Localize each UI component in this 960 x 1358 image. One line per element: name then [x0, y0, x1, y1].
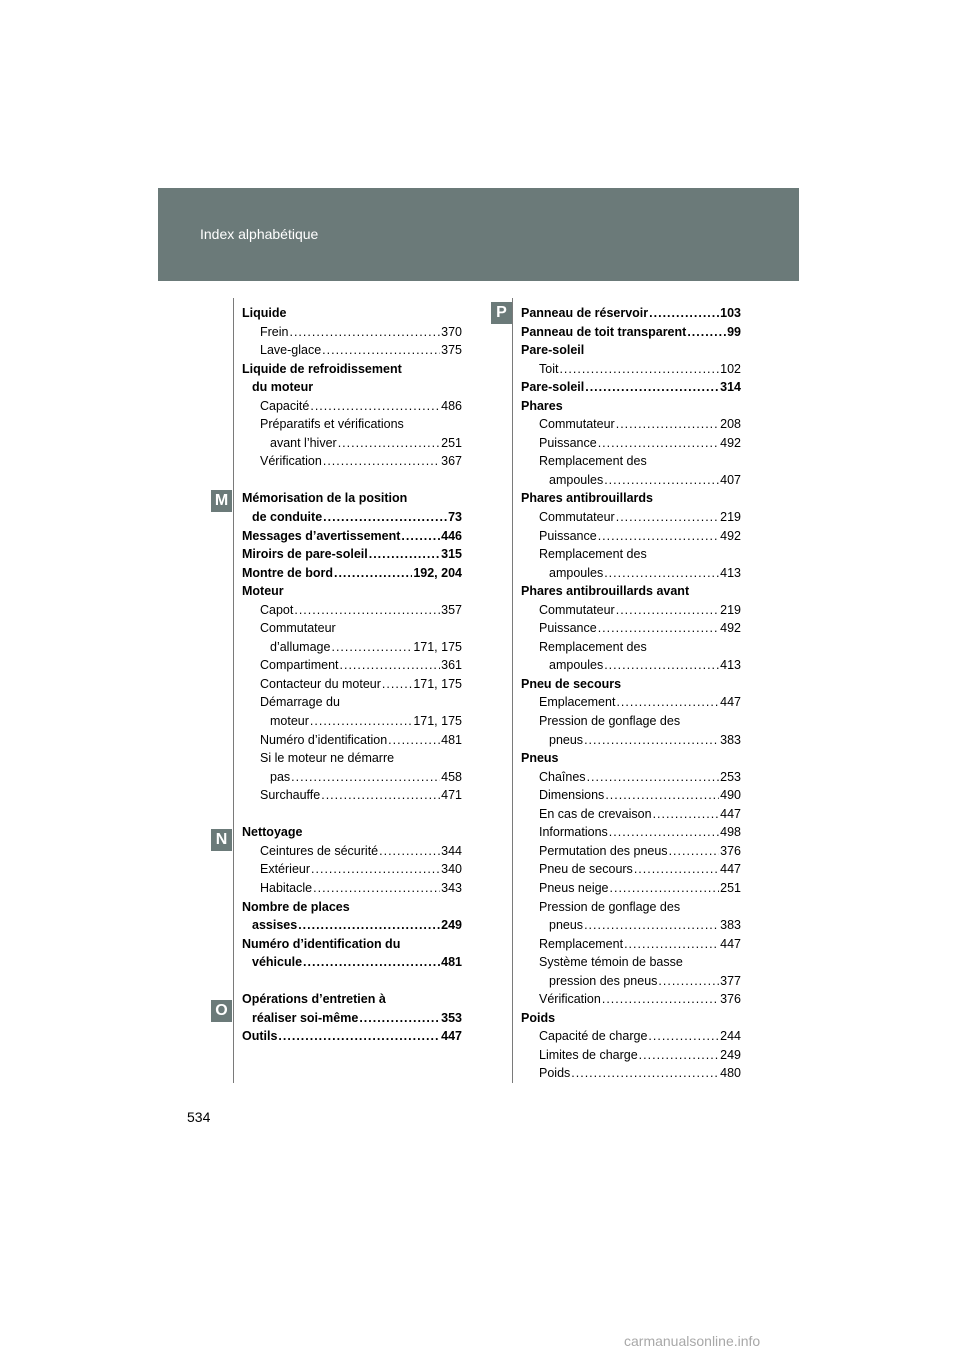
- index-entry: [521, 712, 741, 731]
- index-entry: [521, 898, 741, 917]
- index-entry[interactable]: [521, 935, 741, 954]
- index-entry: [521, 638, 741, 657]
- index-entry-text: Habitacle: [260, 880, 313, 895]
- index-entry-page: 447: [441, 1029, 462, 1044]
- index-entry-text: Poids: [521, 1010, 556, 1025]
- index-entry-text: Commutateur: [539, 510, 615, 525]
- index-entry-page: 171, 175: [413, 676, 462, 691]
- index-entry-text: Pneu de secours: [521, 676, 622, 691]
- index-entry-page: 314: [720, 380, 741, 395]
- index-entry-text: réaliser soi-même: [252, 1010, 359, 1025]
- index-entry[interactable]: [242, 434, 462, 453]
- index-entry-text: Capacité: [260, 398, 310, 413]
- index-entry[interactable]: [521, 805, 741, 824]
- index-entry-page: 315: [441, 547, 462, 562]
- index-entry-page: 481: [441, 732, 462, 747]
- entry-spacer: [242, 972, 462, 991]
- index-entry[interactable]: [521, 842, 741, 861]
- index-entry-page: 361: [441, 658, 462, 673]
- index-entry: [242, 415, 462, 434]
- index-entry[interactable]: [521, 1064, 741, 1083]
- index-entry: [242, 935, 462, 954]
- index-entry-page: 249: [441, 918, 462, 933]
- index-entry-page: 340: [441, 862, 462, 877]
- index-entry[interactable]: [242, 916, 462, 935]
- index-entry: [521, 341, 741, 360]
- dot-leader: [587, 768, 720, 787]
- index-entry-text: Outils: [242, 1029, 278, 1044]
- index-entry: [242, 749, 462, 768]
- index-entry[interactable]: [242, 768, 462, 787]
- index-entry-page: 244: [720, 1029, 741, 1044]
- section-letter-p: P: [491, 302, 512, 324]
- index-entry[interactable]: [521, 972, 741, 991]
- index-entry-text: pas: [270, 769, 291, 784]
- index-entry: [521, 397, 741, 416]
- index-entry[interactable]: [521, 860, 741, 879]
- dot-leader: [584, 916, 719, 935]
- dot-leader: [294, 601, 440, 620]
- dot-leader: [624, 935, 719, 954]
- dot-leader: [609, 823, 719, 842]
- index-entry[interactable]: [242, 842, 462, 861]
- dot-leader: [669, 842, 720, 861]
- dot-leader: [649, 304, 719, 323]
- index-entry-text: Numéro d’identification: [260, 732, 388, 747]
- index-entry[interactable]: [242, 638, 462, 657]
- index-entry-text: Préparatifs et vérifications: [260, 417, 404, 432]
- index-entry: [242, 693, 462, 712]
- index-entry-page: 413: [720, 565, 741, 580]
- index-entry-page: 249: [720, 1047, 741, 1062]
- index-entry: [521, 489, 741, 508]
- index-entry-text: Pneu de secours: [539, 862, 633, 877]
- index-entry[interactable]: [242, 545, 462, 564]
- index-entry[interactable]: [521, 471, 741, 490]
- index-entry-text: Chaînes: [539, 769, 586, 784]
- index-entry: [521, 1009, 741, 1028]
- entry-spacer: [242, 805, 462, 824]
- index-entry-text: moteur: [270, 714, 309, 729]
- index-entry: [521, 582, 741, 601]
- index-entry[interactable]: [521, 768, 741, 787]
- index-entry-text: d’allumage: [270, 639, 331, 654]
- index-entry: [242, 823, 462, 842]
- dot-leader: [604, 656, 719, 675]
- dot-leader: [382, 675, 412, 694]
- index-entry-text: Moteur: [242, 584, 284, 599]
- index-entry: [521, 675, 741, 694]
- index-entry-text: Numéro d’identification du: [242, 936, 401, 951]
- index-entry[interactable]: [242, 712, 462, 731]
- index-entry-text: Remplacement des: [539, 639, 647, 654]
- index-entry: [242, 898, 462, 917]
- index-entry-page: 251: [720, 880, 741, 895]
- header-title: Index alphabétique: [200, 226, 319, 242]
- index-entry[interactable]: [521, 1027, 741, 1046]
- index-entry[interactable]: [521, 786, 741, 805]
- dot-leader: [598, 619, 719, 638]
- index-entry-page: 192, 204: [413, 565, 462, 580]
- index-entry-page: 376: [720, 992, 741, 1007]
- index-entry-page: 471: [441, 788, 462, 803]
- dot-leader: [616, 415, 719, 434]
- dot-leader: [616, 508, 719, 527]
- index-entry-text: pression des pneus: [549, 973, 658, 988]
- dot-leader: [289, 323, 440, 342]
- index-entry-page: 447: [720, 936, 741, 951]
- dot-leader: [338, 434, 440, 453]
- dot-leader: [310, 712, 412, 731]
- index-entry[interactable]: [242, 1027, 462, 1046]
- dot-leader: [401, 527, 440, 546]
- index-entry-page: 219: [720, 602, 741, 617]
- index-entry-page: 446: [441, 528, 462, 543]
- index-entry[interactable]: [521, 304, 741, 323]
- index-entry-text: Si le moteur ne démarre: [260, 751, 395, 766]
- index-entry-page: 99: [727, 324, 741, 339]
- index-entry[interactable]: [521, 378, 741, 397]
- section-letter-m: M: [211, 490, 232, 512]
- index-entry-text: Démarrage du: [260, 695, 340, 710]
- index-entry[interactable]: [521, 508, 741, 527]
- index-entry-page: 375: [441, 343, 462, 358]
- index-entry: [521, 953, 741, 972]
- index-entry[interactable]: [521, 360, 741, 379]
- index-entry-page: 343: [441, 880, 462, 895]
- index-entry-text: véhicule: [252, 955, 303, 970]
- index-entry[interactable]: [242, 656, 462, 675]
- dot-leader: [291, 768, 440, 787]
- index-entry-page: 367: [441, 454, 462, 469]
- dot-leader: [278, 1027, 440, 1046]
- index-entry-page: 447: [720, 695, 741, 710]
- column-divider-left: [233, 298, 234, 1083]
- dot-leader: [334, 564, 412, 583]
- index-entry: [521, 545, 741, 564]
- index-entry-text: Contacteur du moteur: [260, 676, 381, 691]
- index-entry-text: Puissance: [539, 621, 597, 636]
- index-entry-page: 102: [720, 361, 741, 376]
- dot-leader: [604, 564, 719, 583]
- index-entry[interactable]: [521, 916, 741, 935]
- watermark: carmanualsonline.info: [624, 1333, 761, 1349]
- index-entry: [521, 452, 741, 471]
- index-entry-text: Ceintures de sécurité: [260, 843, 379, 858]
- index-entry-text: Remplacement des: [539, 454, 647, 469]
- index-entry-text: Extérieur: [260, 862, 311, 877]
- index-entry-page: 251: [441, 435, 462, 450]
- index-entry-text: Toit: [539, 361, 559, 376]
- dot-leader: [584, 731, 719, 750]
- page-number: 534: [187, 1109, 211, 1125]
- index-entry: [242, 990, 462, 1009]
- index-entry[interactable]: [521, 656, 741, 675]
- dot-leader: [598, 527, 719, 546]
- index-entry-text: Panneau de toit transparent: [521, 324, 687, 339]
- index-entry-page: 492: [720, 621, 741, 636]
- index-entry-page: 447: [720, 806, 741, 821]
- dot-leader: [331, 638, 412, 657]
- index-entry-text: Commutateur: [539, 417, 615, 432]
- index-entry[interactable]: [242, 341, 462, 360]
- index-entry-text: Phares: [521, 398, 563, 413]
- index-entry[interactable]: [242, 675, 462, 694]
- index-entry-text: Limites de charge: [539, 1047, 638, 1062]
- index-entry: [242, 304, 462, 323]
- dot-leader: [571, 1064, 719, 1083]
- index-entry[interactable]: [521, 823, 741, 842]
- index-entry[interactable]: [242, 860, 462, 879]
- dot-leader: [388, 731, 440, 750]
- index-entry-text: de conduite: [252, 510, 323, 525]
- dot-leader: [321, 786, 440, 805]
- index-entry-text: Vérification: [260, 454, 322, 469]
- index-entry-page: 490: [720, 788, 741, 803]
- dot-leader: [340, 656, 441, 675]
- dot-leader: [323, 452, 440, 471]
- index-entry[interactable]: [521, 693, 741, 712]
- index-entry-text: Remplacement des: [539, 547, 647, 562]
- index-entry-text: Phares antibrouillards: [521, 491, 653, 506]
- index-entry[interactable]: [521, 527, 741, 546]
- index-entry-text: Dimensions: [539, 788, 605, 803]
- index-entry-text: Commutateur: [260, 621, 336, 636]
- dot-leader: [634, 860, 719, 879]
- index-entry[interactable]: [242, 508, 462, 527]
- dot-leader: [604, 471, 719, 490]
- index-entry-page: 357: [441, 602, 462, 617]
- index-entry-text: Surchauffe: [260, 788, 321, 803]
- index-entry-text: Poids: [539, 1066, 571, 1081]
- dot-leader: [616, 601, 719, 620]
- page-header: [158, 188, 799, 281]
- index-entry: [242, 619, 462, 638]
- index-entry[interactable]: [521, 879, 741, 898]
- index-entry-page: 208: [720, 417, 741, 432]
- index-entry-page: 492: [720, 435, 741, 450]
- index-entry-text: Remplacement: [539, 936, 624, 951]
- index-entry-text: Pression de gonflage des: [539, 899, 681, 914]
- index-entry-text: Messages d’avertissement: [242, 528, 401, 543]
- index-entry-text: Puissance: [539, 435, 597, 450]
- index-entry: [242, 582, 462, 601]
- index-entry-page: 492: [720, 528, 741, 543]
- index-entry[interactable]: [242, 323, 462, 342]
- dot-leader: [605, 786, 719, 805]
- index-entry: [242, 378, 462, 397]
- index-entry[interactable]: [521, 1046, 741, 1065]
- dot-leader: [310, 397, 440, 416]
- index-entry[interactable]: [242, 452, 462, 471]
- index-entry-page: 171, 175: [413, 714, 462, 729]
- index-entry-page: 447: [720, 862, 741, 877]
- index-entry-text: Permutation des pneus: [539, 843, 668, 858]
- index-entry[interactable]: [521, 990, 741, 1009]
- index-entry[interactable]: [521, 601, 741, 620]
- index-entry-text: Frein: [260, 324, 289, 339]
- index-entry-text: Panneau de réservoir: [521, 306, 649, 320]
- section-letter-o: O: [211, 1000, 232, 1022]
- index-entry-page: 353: [441, 1010, 462, 1025]
- index-entry-page: 253: [720, 769, 741, 784]
- index-entry-text: ampoules: [549, 658, 604, 673]
- index-entry-text: Système témoin de basse: [539, 955, 683, 970]
- index-entry[interactable]: [242, 397, 462, 416]
- index-entry[interactable]: [521, 323, 741, 342]
- index-entry-text: Liquide de refroidissement: [242, 361, 402, 376]
- index-entry-page: 103: [720, 306, 741, 320]
- dot-leader: [311, 860, 440, 879]
- index-entry[interactable]: [521, 434, 741, 453]
- index-entry-text: Capacité de charge: [539, 1029, 648, 1044]
- index-entry[interactable]: [242, 879, 462, 898]
- index-entry-page: 73: [448, 510, 462, 525]
- index-entry-text: Compartiment: [260, 658, 339, 673]
- section-letter-n: N: [211, 829, 232, 851]
- dot-leader: [598, 434, 719, 453]
- index-entry[interactable]: [521, 731, 741, 750]
- dot-leader: [559, 360, 719, 379]
- index-entry-page: 458: [441, 769, 462, 784]
- dot-leader: [303, 953, 440, 972]
- dot-leader: [658, 972, 719, 991]
- index-entry-page: 377: [720, 973, 741, 988]
- dot-leader: [610, 879, 720, 898]
- index-entry[interactable]: [242, 564, 462, 583]
- index-entry-text: avant l’hiver: [270, 435, 337, 450]
- index-entry-page: 370: [441, 324, 462, 339]
- index-entry-page: 413: [720, 658, 741, 673]
- index-entry[interactable]: [242, 953, 462, 972]
- index-entry-text: Informations: [539, 825, 608, 840]
- dot-leader: [359, 1009, 440, 1028]
- index-entry-text: Emplacement: [539, 695, 616, 710]
- index-entry-text: Liquide: [242, 306, 287, 320]
- dot-leader: [379, 842, 440, 861]
- index-entry[interactable]: [242, 1009, 462, 1028]
- index-entry-page: 407: [720, 472, 741, 487]
- index-entry-text: Commutateur: [539, 602, 615, 617]
- index-entry-text: En cas de crevaison: [539, 806, 652, 821]
- dot-leader: [369, 545, 440, 564]
- index-entry-text: Miroirs de pare-soleil: [242, 547, 368, 562]
- dot-leader: [687, 323, 726, 342]
- index-entry[interactable]: [521, 415, 741, 434]
- index-entry-page: 383: [720, 732, 741, 747]
- index-entry-page: 498: [720, 825, 741, 840]
- index-entry-text: Pneus neige: [539, 880, 609, 895]
- index-entry-page: 480: [720, 1066, 741, 1081]
- dot-leader: [585, 378, 719, 397]
- index-entry-text: Vérification: [539, 992, 601, 1007]
- index-entry-page: 171, 175: [413, 639, 462, 654]
- index-entry-text: Lave-glace: [260, 343, 322, 358]
- index-entry-text: ampoules: [549, 565, 604, 580]
- index-entry-text: Montre de bord: [242, 565, 333, 580]
- dot-leader: [322, 341, 440, 360]
- index-entry[interactable]: [521, 564, 741, 583]
- dot-leader: [653, 805, 720, 824]
- dot-leader: [639, 1046, 719, 1065]
- index-entry-page: 376: [720, 843, 741, 858]
- index-entry[interactable]: [521, 619, 741, 638]
- index-entry-text: assises: [252, 918, 298, 933]
- index-entry-text: Pare-soleil: [521, 380, 585, 395]
- index-entry[interactable]: [242, 731, 462, 750]
- dot-leader: [616, 693, 719, 712]
- index-entry-text: Pneus: [521, 751, 559, 766]
- index-entry-text: Nombre de places: [242, 899, 350, 914]
- index-entry-text: du moteur: [252, 380, 314, 395]
- index-entry-text: Nettoyage: [242, 825, 303, 840]
- dot-leader: [298, 916, 440, 935]
- dot-leader: [323, 508, 447, 527]
- index-entry[interactable]: [242, 601, 462, 620]
- column-divider-right: [512, 298, 513, 1083]
- index-entry-text: Phares antibrouillards avant: [521, 584, 690, 599]
- dot-leader: [313, 879, 440, 898]
- index-entry: [242, 360, 462, 379]
- index-entry: [242, 489, 462, 508]
- index-entry-text: Mémorisation de la position: [242, 491, 408, 506]
- entry-spacer: [242, 471, 462, 490]
- index-column-right: [521, 304, 741, 1083]
- index-entry-page: 344: [441, 843, 462, 858]
- index-entry-page: 383: [720, 918, 741, 933]
- index-entry-text: Pare-soleil: [521, 343, 585, 358]
- dot-leader: [648, 1027, 719, 1046]
- index-entry-text: ampoules: [549, 472, 604, 487]
- index-entry-text: pneus: [549, 732, 584, 747]
- index-entry-text: Pression de gonflage des: [539, 714, 681, 729]
- index-entry-text: Puissance: [539, 528, 597, 543]
- index-entry[interactable]: [242, 786, 462, 805]
- index-column-left: [242, 304, 462, 1046]
- index-entry-page: 219: [720, 510, 741, 525]
- index-entry-text: Opérations d’entretien à: [242, 992, 386, 1007]
- index-entry-text: pneus: [549, 918, 584, 933]
- dot-leader: [602, 990, 719, 1009]
- index-entry: [521, 749, 741, 768]
- index-entry-text: Capot: [260, 602, 294, 617]
- index-entry[interactable]: [242, 527, 462, 546]
- index-entry-page: 481: [441, 955, 462, 970]
- index-entry-page: 486: [441, 398, 462, 413]
